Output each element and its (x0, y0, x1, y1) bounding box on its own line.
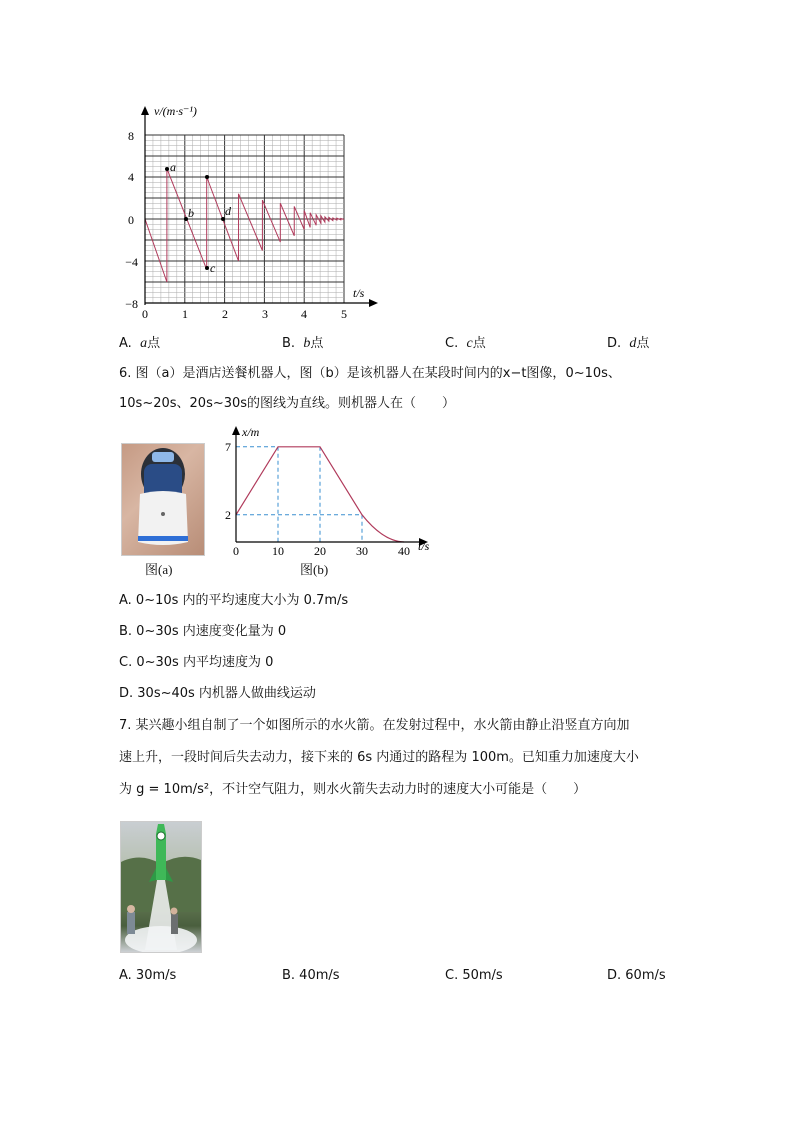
vt-xtick-1: 1 (182, 307, 188, 321)
xt-x-label: t/s (418, 539, 430, 553)
point-c (205, 266, 209, 270)
vt-ytick-8: 8 (128, 129, 134, 143)
q6-option-d: D. 30s~40s 内机器人做曲线运动 (119, 686, 316, 701)
q7-option-b: B. 40m/s (282, 968, 340, 983)
q6-option-a: A. 0~10s 内的平均速度大小为 0.7m/s (119, 593, 349, 608)
fig-b-caption: 图(b) (300, 562, 329, 577)
vt-curve (145, 169, 344, 282)
xt-ytick-7: 7 (225, 439, 231, 454)
point-a-label: a (170, 160, 176, 174)
xt-x-ticks (233, 544, 410, 558)
xt-xtick-0: 0 (233, 544, 239, 558)
q7-stem-line3: 为 g = 10m/s²，不计空气阻力，则水火箭失去动力时的速度大小可能是（ ） (119, 782, 587, 797)
q5-option-c: C. c点 (445, 336, 486, 351)
water-rocket-photo (120, 821, 202, 953)
robot-photo (121, 443, 205, 556)
vt-ytick-m4: −4 (125, 255, 138, 269)
q5-option-b: B. b点 (282, 336, 324, 351)
vt-ytick-4: 4 (128, 170, 134, 184)
q7-stem-line1: 7. 某兴趣小组自制了一个如图所示的水火箭。在发射过程中，水火箭由静止沿竖直方向加 (119, 718, 630, 733)
q5-option-d: D. d点 (607, 336, 650, 351)
q7-option-a: A. 30m/s (119, 968, 177, 983)
vt-xtick-4: 4 (301, 307, 307, 321)
vt-x-arrow (369, 299, 378, 307)
point-d-label: d (225, 204, 231, 218)
vt-ytick-m8: −8 (125, 297, 138, 311)
xt-xtick-30: 30 (356, 544, 368, 558)
q7-option-c: C. 50m/s (445, 968, 503, 983)
vt-y-label: v/(m·s⁻¹) (154, 104, 197, 118)
q6-stem-line2: 10s~20s、20s~30s的图线为直线。则机器人在（ ） (119, 396, 456, 411)
xt-xtick-40: 40 (398, 544, 410, 558)
vt-xtick-0: 0 (142, 307, 148, 321)
xt-y-label: x/m (242, 425, 260, 439)
xt-y-arrow (232, 426, 240, 435)
point-b-label: b (188, 206, 194, 220)
vt-graph (110, 100, 390, 325)
xt-xtick-20: 20 (314, 544, 326, 558)
q7-stem-line2: 速上升，一段时间后失去动力，接下来的 6s 内通过的路程为 100m。已知重力加速度大小 (119, 750, 639, 765)
q7-option-d: D. 60m/s (607, 968, 666, 983)
vt-x-label: t/s (353, 286, 365, 300)
point-a (165, 167, 169, 171)
vt-sawtooth (145, 169, 344, 282)
point-c-label: c (210, 261, 216, 275)
vt-y-arrow (141, 106, 149, 115)
xt-dashed-guides (236, 447, 362, 542)
vt-xtick-5: 5 (341, 307, 347, 321)
fig-a-caption: 图(a) (145, 562, 173, 577)
vt-ytick-0: 0 (128, 213, 134, 227)
xt-ytick-2: 2 (225, 507, 231, 522)
vt-xtick-3: 3 (262, 307, 268, 321)
point-top2 (205, 175, 209, 179)
xt-xtick-10: 10 (272, 544, 284, 558)
vt-xtick-2: 2 (222, 307, 228, 321)
q6-option-c: C. 0~30s 内平均速度为 0 (119, 655, 274, 670)
xt-graph (222, 420, 438, 560)
q6-option-b: B. 0~30s 内速度变化量为 0 (119, 624, 287, 639)
q6-stem-line1: 6. 图（a）是酒店送餐机器人，图（b）是该机器人在某段时间内的x−t图像，0~10s、 (119, 366, 621, 381)
q5-option-a: A. a点 (119, 336, 161, 351)
